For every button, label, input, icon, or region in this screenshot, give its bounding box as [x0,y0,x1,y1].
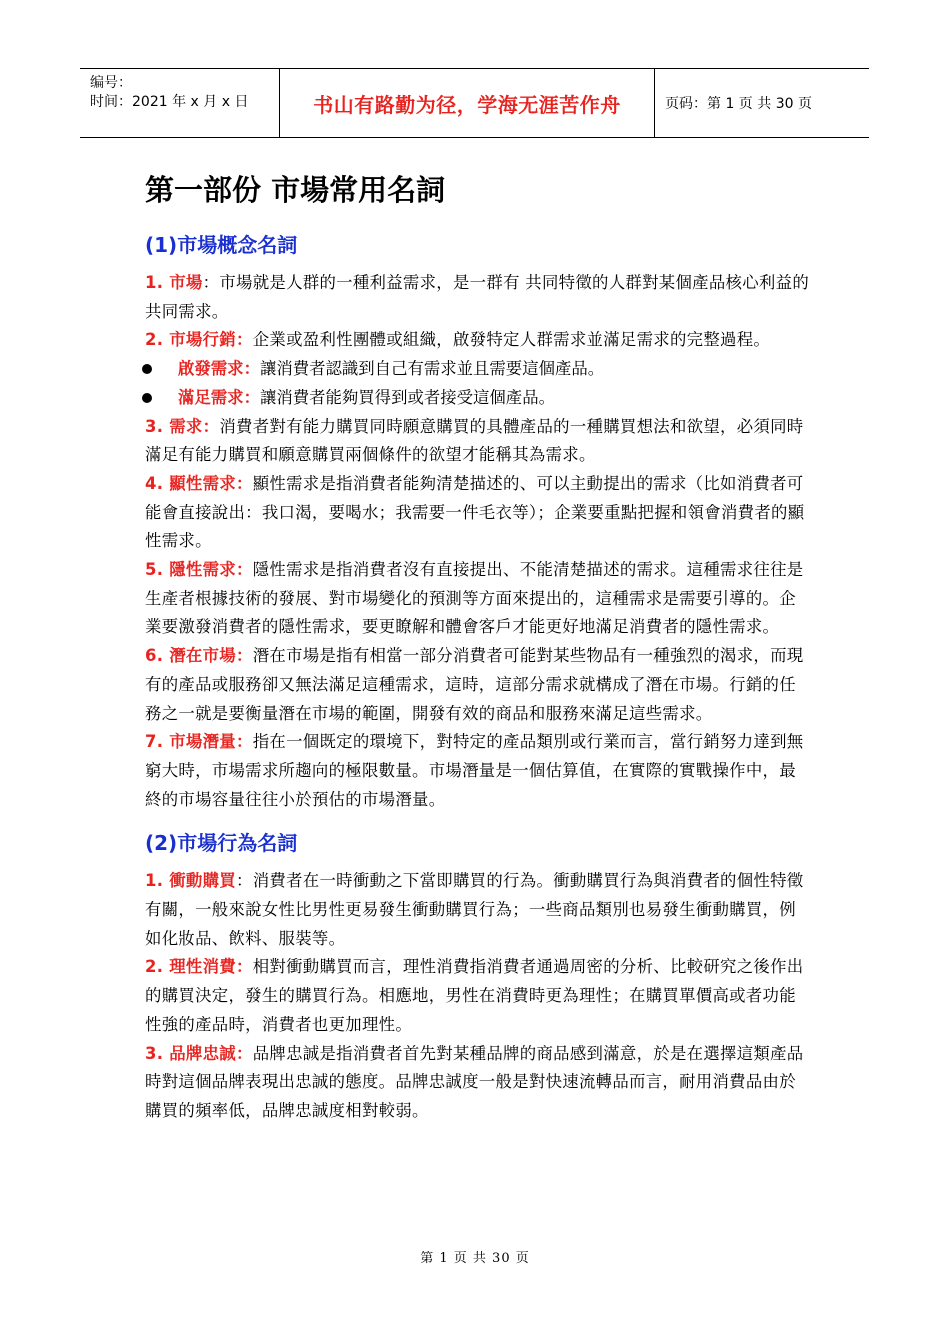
definition-item [145,867,810,953]
definition-text: 消費者對有能力購買同時願意購買的具體產品的一種購買想法和欲望，必須同時滿足有能力購買和願意購買兩個條件的欲望才能稱其為需求。 [145,416,804,465]
header-motto: 书山有路勤为径，学海无涯苦作舟 [280,69,655,137]
definition-term: 1. 市場 [145,273,203,292]
page-title: 第一部份 市場常用名詞 [145,173,446,207]
header-page-info: 页码：第 1 页 共 30 页 [665,96,812,112]
definition-term: 5. 隱性需求 [145,560,236,580]
definition-term: 6. 潛在市場 [145,646,236,666]
term-separator: ： [202,416,220,436]
term-separator: ： [236,646,253,666]
term-separator: ： [236,560,253,580]
definition-item [145,953,810,1039]
section-heading-behaviors: (2)市場行為名詞 [145,831,298,856]
definition-item [145,470,810,556]
definition-item [145,642,810,728]
term-separator: ： [236,330,253,350]
term-separator: ： [243,387,260,407]
date-label: 时间：2021 年 x 月 x 日 [90,94,249,110]
page-footer: 第 1 页 共 30 页 [420,1251,530,1266]
definition-term: 4. 顯性需求 [145,473,236,493]
bullet-icon [142,364,152,374]
definition-item [145,728,810,814]
bullet-item [145,384,810,413]
bullet-icon [142,393,152,403]
document-body [145,168,810,1126]
term-separator: ： [236,732,253,752]
term-separator: ： [202,273,220,292]
definition-text: 相對衝動購買而言，理性消費指消費者通過周密的分析、比較研究之後作出的購買決定，發生的購買行為。相應地，男性在消費時更為理性；在購買單價高或者功能性強的產品時，消費者也更加理性。 [145,957,804,1034]
definition-term: 2. 市場行銷 [145,330,236,350]
definition-term: 3. 需求 [145,416,203,436]
definition-item [145,413,810,470]
definition-term: 滿足需求 [178,387,244,407]
definition-text: 消費者在一時衝動之下當即購買的行為。衝動購買行為與消費者的個性特徵有關，一般來說女性比男性更易發生衝動購買行為；一些商品類別也易發生衝動購買，例如化妝品、飲料、服裝等。 [145,871,804,948]
term-separator: ： [236,957,253,977]
definition-term: 7. 市場潛量 [145,732,236,752]
definition-text: 企業或盈利性團體或組織，啟發特定人群需求並滿足需求的完整過程。 [252,330,771,350]
definition-text: 讓消費者認識到自己有需求並且需要這個產品。 [259,359,605,379]
number-label: 编号： [90,75,132,91]
definition-item [145,556,810,642]
definition-term: 3. 品牌忠誠 [145,1043,236,1063]
term-separator: ： [243,359,260,379]
definition-item [145,326,810,355]
bullet-item [145,355,810,384]
definition-item [145,1040,810,1126]
definition-term: 啟發需求 [178,359,244,379]
header-meta [80,69,280,137]
definition-text: 讓消費者能夠買得到或者接受這個產品。 [259,387,555,407]
definition-text: 市場就是人群的一種利益需求，是一群有 共同特徵的人群對某個產品核心利益的共同需求。 [145,273,810,321]
term-separator: ： [236,871,253,891]
definition-text: 隱性需求是指消費者沒有直接提出、不能清楚描述的需求。這種需求往往是生產者根據技術的發展、對市場變化的預測等方面來提出的，這種需求是需要引導的。企業要激發消費者的隱性需求，要更瞭解和體會客戶才能更好地滿足消費者的隱性需求。 [145,560,804,637]
definition-text: 指在一個既定的環境下，對特定的產品類別或行業而言，當行銷努力達到無窮大時，市場需求所趨向的極限數量。市場潛量是一個估算值，在實際的實戰操作中，最終的市場容量往往小於預估的市場潛量。 [145,732,804,809]
definition-item [145,269,810,326]
term-separator: ： [236,473,253,493]
definition-term: 2. 理性消費 [145,957,236,977]
document-header [80,68,869,138]
definition-text: 潛在市場是指有相當一部分消費者可能對某些物品有一種強烈的渴求，而現有的產品或服務卻又無法滿足這種需求，這時，這部分需求就構成了潛在市場。行銷的任務之一就是要衡量潛在市場的範圍，開發有效的商品和服務來滿足這些需求。 [145,646,804,723]
definition-text: 顯性需求是指消費者能夠清楚描述的、可以主動提出的需求（比如消費者可能會直接說出：我口渴，要喝水；我需要一件毛衣等）；企業要重點把握和領會消費者的顯性需求。 [145,473,805,551]
definition-text: 品牌忠誠是指消費者首先對某種品牌的商品感到滿意，於是在選擇這類產品時對這個品牌表現出忠誠的態度。品牌忠誠度一般是對快速流轉品而言，耐用消費品由於購買的頻率低，品牌忠誠度相對較弱。 [145,1043,804,1120]
section-heading-concepts: (1)市場概念名詞 [145,233,298,257]
definition-term: 1. 衝動購買 [145,871,236,891]
term-separator: ： [236,1043,253,1063]
